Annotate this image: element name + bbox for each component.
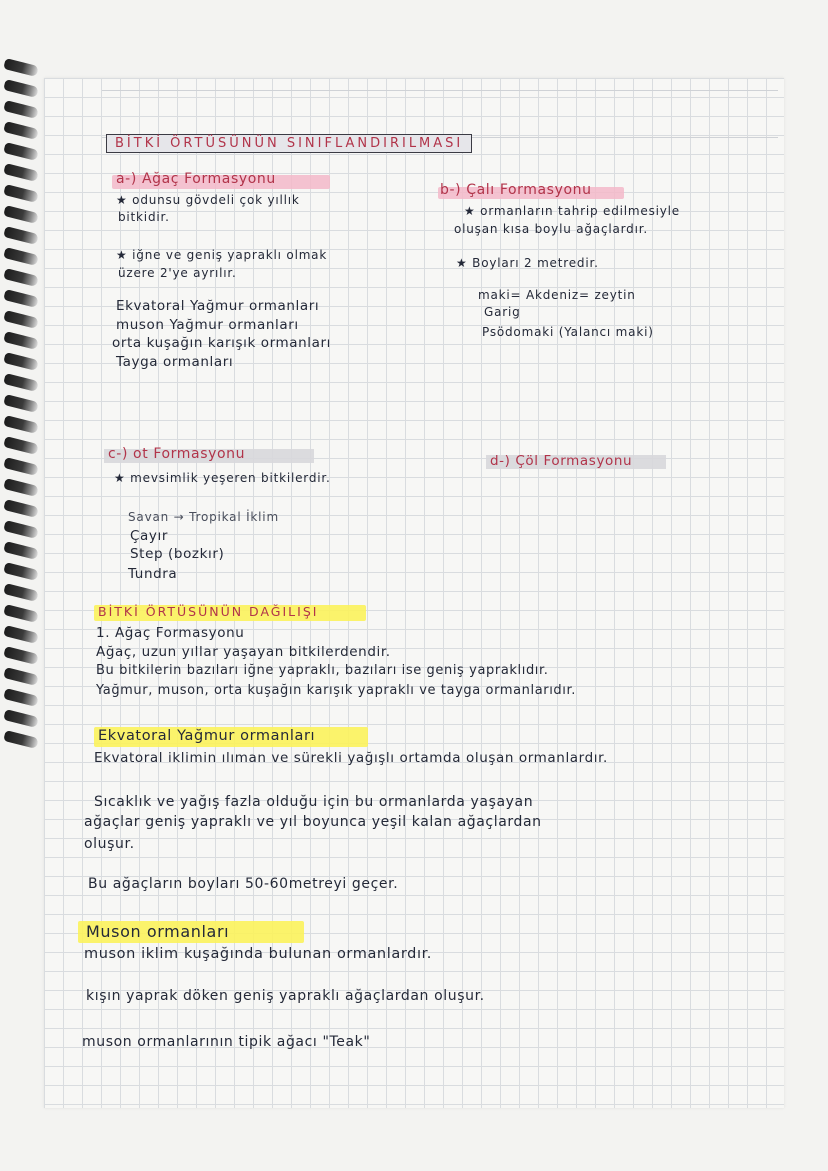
spiral-ring (3, 268, 39, 287)
c-line-1: ★ mevsimlik yeşeren bitkilerdir. (114, 471, 331, 485)
c-line-4: Step (bozkır) (130, 546, 225, 562)
ekvatoral-line-5: Bu ağaçların boyları 50-60metreyi geçer. (88, 876, 399, 892)
spiral-ring (3, 121, 39, 140)
ekvatoral-title: Ekvatoral Yağmur ormanları (98, 728, 316, 744)
spiral-ring (3, 58, 39, 77)
spiral-ring (3, 562, 39, 581)
a-line-5: Ekvatoral Yağmur ormanları (116, 298, 320, 314)
spiral-ring (3, 709, 39, 728)
muson-line-3: muson ormanlarının tipik ağacı "Teak" (82, 1034, 371, 1050)
spiral-ring (3, 331, 39, 350)
spiral-ring (3, 247, 39, 266)
a-line-4: üzere 2'ye ayrılır. (118, 266, 237, 280)
spiral-ring (3, 436, 39, 455)
spiral-ring (3, 415, 39, 434)
spiral-ring (3, 688, 39, 707)
a-line-2: bitkidir. (118, 210, 170, 224)
a-line-7: orta kuşağın karışık ormanları (112, 335, 332, 351)
spiral-ring (3, 184, 39, 203)
b-line-2: oluşan kısa boylu ağaçlardır. (454, 222, 648, 236)
spiral-binding (0, 62, 44, 762)
heading-c: c-) ot Formasyonu (108, 446, 246, 462)
spiral-ring (3, 520, 39, 539)
section2-subheading: 1. Ağaç Formasyonu (96, 625, 245, 641)
spiral-ring (3, 541, 39, 560)
spiral-ring (3, 394, 39, 413)
spiral-ring (3, 163, 39, 182)
spiral-ring (3, 373, 39, 392)
heading-b: b-) Çalı Formasyonu (440, 182, 592, 198)
spiral-ring (3, 646, 39, 665)
spiral-ring (3, 310, 39, 329)
a-line-6: muson Yağmur ormanları (116, 317, 299, 333)
page-header-lines (102, 90, 778, 138)
spiral-ring (3, 205, 39, 224)
muson-title: Muson ormanları (86, 922, 230, 941)
spiral-ring (3, 289, 39, 308)
b-line-6: Psödomaki (Yalancı maki) (482, 325, 654, 339)
spiral-ring (3, 79, 39, 98)
ekvatoral-line-3: ağaçlar geniş yapraklı ve yıl boyunca yeşil kalan ağaçlardan (84, 814, 542, 830)
section-title-classification (106, 134, 472, 153)
muson-line-2: kışın yaprak döken geniş yapraklı ağaçlardan oluşur. (86, 988, 485, 1004)
b-line-5: Garig (484, 305, 521, 319)
heading-d: d-) Çöl Formasyonu (490, 453, 633, 469)
ekvatoral-line-4: oluşur. (84, 836, 135, 852)
c-line-3: Çayır (130, 528, 168, 544)
spiral-ring (3, 625, 39, 644)
b-line-1: ★ ormanların tahrip edilmesiyle (464, 204, 680, 218)
spiral-ring (3, 604, 39, 623)
b-line-3: ★ Boyları 2 metredir. (456, 256, 599, 270)
section-title-text: BİTKİ ÖRTÜSÜNÜN SINIFLANDIRILMASI (115, 136, 464, 151)
notebook-page (44, 78, 784, 1108)
muson-line-1: muson iklim kuşağında bulunan ormanlardır. (84, 946, 433, 962)
section2-line-1: Ağaç, uzun yıllar yaşayan bitkilerdendir. (96, 644, 391, 660)
spiral-ring (3, 457, 39, 476)
ekvatoral-line-2: Sıcaklık ve yağış fazla olduğu için bu ormanlarda yaşayan (94, 794, 534, 810)
spiral-ring (3, 226, 39, 245)
section2-line-2: Bu bitkilerin bazıları iğne yapraklı, bazıları ise geniş yapraklıdır. (96, 663, 549, 678)
c-line-5: Tundra (128, 566, 178, 582)
spiral-ring (3, 667, 39, 686)
a-line-8: Tayga ormanları (116, 354, 234, 370)
spiral-ring (3, 352, 39, 371)
spiral-ring (3, 730, 39, 749)
c-line-2: Savan → Tropikal İklim (128, 510, 279, 524)
a-line-3: ★ iğne ve geniş yapraklı olmak (116, 248, 328, 262)
b-line-4: maki= Akdeniz= zeytin (478, 288, 636, 302)
ekvatoral-line-1: Ekvatoral iklimin ılıman ve sürekli yağışlı ortamda oluşan ormanlardır. (94, 750, 608, 766)
spiral-ring (3, 142, 39, 161)
section2-title: BİTKİ ÖRTÜSÜNÜN DAĞILIŞI (98, 604, 319, 619)
spiral-ring (3, 499, 39, 518)
heading-a: a-) Ağaç Formasyonu (116, 171, 276, 187)
a-line-1: ★ odunsu gövdeli çok yıllık (116, 193, 300, 207)
spiral-ring (3, 100, 39, 119)
section2-line-3: Yağmur, muson, orta kuşağın karışık yapraklı ve tayga ormanlarıdır. (96, 683, 576, 698)
spiral-ring (3, 478, 39, 497)
spiral-ring (3, 583, 39, 602)
